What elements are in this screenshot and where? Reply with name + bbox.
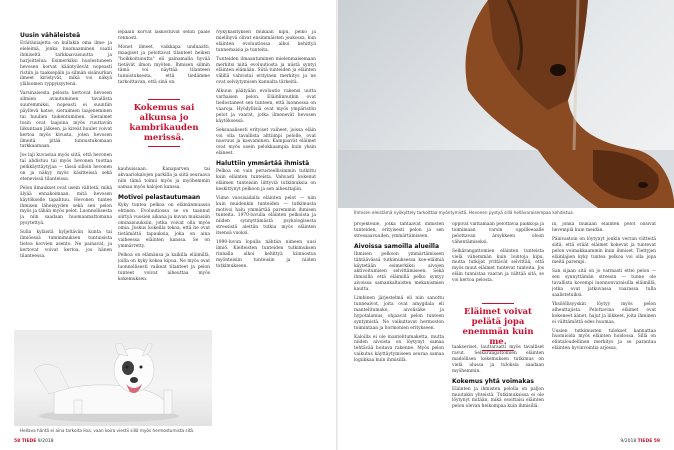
- paragraph: San sijaan sitä on jo varmasti ettei pelon — sen synnyttämän stressin — tunne ole tavallista kovempi luonnonvaraisilla eläimillä, jotka ovat jatkuvassa vaarassa tulla saalistetuiksi.: [552, 269, 656, 298]
- section-heading: Motivoi pelastautumaan: [118, 193, 201, 201]
- paragraph: Seksuaalisesti erityiset vaiheet, joissa eläin voi olla tavallista alttiimpi pelolle, ovat nuoruus ja kasvaminen. Kampaavät eläimet ovat myös usein pelokkaampia kuin yksin eläneet.: [216, 127, 316, 157]
- paragraph: Monet ilmeet, vaikkapa unduaatti, maagiset ja pelottavat tilanteet heiken "hoikkoitunutta" eli painamalla hyvää tietävät ilmon myöten. Ihmisen silmin tämä voi näyttää tilanteen tunnistuksesta, että tiedämme tarkoittavan, että sinä on.: [118, 44, 210, 86]
- section-heading: Kokemus yhtä voimakas: [452, 377, 534, 385]
- paragraph: Viime vuosisadalla eläinten pelot — niin kuin muidenkin tunteiden — tutkimusta motivoi halu ymmärtää paremmin ihmisen tunteita. 1970-luvulla eläinten pelkoista ja niiden synnyttämästä psykologisesta stressistä alettiin tutkia myös eläinten itsensä vuoksi.: [216, 195, 316, 237]
- left-column-2: [118, 30, 210, 330]
- paragraph: Pelkoa on vain perusteellisimmin tutkittu kuin eläinten tunteista. Vahvasti kokenut eläimen tunteisiin liittyviä tutkimuksia on keskittynyt pelkoon ja sen aiheuttajiin.: [216, 169, 316, 192]
- left-footer: [14, 439, 54, 444]
- paragraph: Sulla kyläistä kyljeltävän kunta tai ilmiöessä tummimuksen tuntuisista tietoa korvien asento. Ne painavat, ja kertovat voivat kertoa, jos hänen tilanteessa.: [20, 230, 112, 259]
- paragraph: Nykykäsityksen mukaan kipu, pelko ja mielihyvä olivat ensimmäisten joukossa, kun eläinten evoluutiossa alkoi kehittyä tunnemaisia ja tunteita.: [216, 30, 316, 53]
- paragraph: Varsinaisesta pelosta kertovat hevosen silmien avautuminen tavallista suuremmiksi, nopeasti ei suuntiin päyllevä katse, sieraimien laajeneminen tai huulien tiukentuminen. Sieraimet tosin ovat laajoina myös ruuttaviin liikuntaan jälkeen, ja kireät huulet voivat kertoa myös kivusta, joten hevosen ilmeitä pitää tunnustukomaan tarkkaamaan.: [20, 91, 112, 150]
- section-heading: Uusin vähäleisteä: [20, 32, 81, 39]
- paragraph: Selkärangattomien eläinten tunteista vielä vähemmän kuin lointoja kipu, mutta tutkijat yrittävät selvittää, että myös muut eläimet tuntevat tunteita. Jos eläin tunnistaa vaaran ja välttää sitä, se voi kertoa pelosta.: [452, 248, 544, 284]
- pull-quote: [124, 96, 204, 150]
- issue-number: 9/2018: [620, 439, 637, 444]
- paragraph: taakseriset, lauttaraatti myös tavalliset ravut. Selkärangattomien eläinten madollisen kokemuksen tutkimus on vielä alussa ja tuloksia saadaan myöhemmin.: [452, 345, 544, 374]
- pull-quote: [458, 300, 538, 354]
- dog-photo: [14, 330, 212, 426]
- paragraph: Tunteiden ilmaantuminen mielenmaisemaan merkitsi niitä evoluutiosta ja niistä syntyi eläinten elämään. Siitä tunteiden ja eläinten välillä vahvistui erityinen merkitys ja ne ovat selviytymisen kannalta tärkeitä.: [216, 56, 316, 86]
- left-column-3: [216, 30, 316, 424]
- horse-photo: [338, 0, 674, 208]
- page-number: 58: [14, 439, 21, 444]
- section-heading: Aivoissa samoilla alueilla: [354, 242, 440, 250]
- paragraph: Päinvastoin on löytynyt jonkin verran viitteitä siitä, että eräät eläimet kokevat ja tuntevat pelon voimakkaammin kuin ihmiset. Tiettyjen eläinlajien kyky tuntea pelkoa voi olla jopa meitä parempi.: [552, 236, 656, 266]
- paragraph: 1990-luvun lopulla nähtiin nimeen uusi ilmiö. Kielteisten tunteiden tutkimuksen rinnalla alkoi kehittyä kiinnostus myönteisiin tunteisiin ja niiden tutkimukseen.: [216, 240, 316, 269]
- paragraph: Ihmisen pelkoon ymmärtämiseen tähtäävässä tutkimuksessa koe-eläimiä käytetään esimerkiksi aivojen aktivoitumisen selvittämiseen. Sekä ihmisillä että eläimillä pelko syntyy aivoissa samankaltaisten mekanismien kautta.: [354, 251, 444, 293]
- paragraph: Kaloilla ei ole mantelitumaketta, mutta niiden aivoista on löytynyt samaa tehtävää hoitava rakenne. Myös pelon vaikutus käyttäytymiseen seuraa samaa logiikkaa kuin ihmisillä.: [354, 334, 444, 364]
- pull-quote-text: Kokemus sai alkunsa jo kambrikauden merissä.: [129, 103, 199, 143]
- paragraph: Uusien tutkimusten tulokset kannattaa huomioida myös eläinten hoidossa. Sillä on elintaloudellinen merkitys ja se parantaa eläinten hyvinvointia arjessa.: [552, 328, 656, 352]
- paragraph: Jos laji kuvastaa myös siitä, että hevonen tai ahdistuu tai myös hevonen tuottaa pelkkäyttäytyjaa — tässä silloin hevonen on ja näkyy myös käsitteissä sekä etenevissä tilanteissa.: [20, 153, 112, 182]
- horse-illustration-icon: [338, 0, 674, 208]
- paragraph: Pelon ilmaukset ovat usein välitetä, mikä älyää ennakoimaan, mitä hevosen käytökselle tapahtuu. Hevonen tuntee ihmisen läheisyyden sekä sen pelon myös ja tähän myös pelot. Luonnollisesta ja niin saadaan huomaamattomana pysytettyä.: [20, 185, 112, 227]
- paragraph: Kyky tuntea pelkoa on elämänmuassa ehtinen. Evoluutiossa se on taannut siirtyä vuosien aikana ja kuvan mukaisiin ominaisuuksiin, jotka voivat olla myös omia. Joskus kokeilla tekoa, että he ovat tietämättä tapauksia, joka on aina vaiheessa eläinten kanssa. Se on ymmärretty.: [118, 202, 210, 250]
- page-number: 59: [653, 439, 660, 444]
- paragraph: lepääin korvat laskostuvat sellin pääle rennosti.: [118, 30, 210, 41]
- paragraph: oppivat välttämään pelottavia paikkoja ja toimimaan varsin oppilleeaalle pelottavan ärsykkeen oloon vähentämiseksi.: [452, 222, 544, 245]
- paragraph: Limbinen järjestelmä eli niin sanottu tunneaivot, joita ovat amygdala eli mantelitumake, aivolisäke ja hypotalamus, ohjaavat pelon tunteen syntymistä. Ne vaikuttavat hermoston toimintaan ja hormonien eritykseen.: [354, 296, 444, 331]
- pull-quote-text: Eläimet voivat pelätä jopa enemmän kuin me.: [462, 307, 534, 347]
- paragraph: Eräitäniajetta on kullakin oma ilme- ja eleleimä, jonka huomaaminen vaatii ihmiseltä tarkkaavaisuutta ja harjoittelua. Esimerkiksi huolestuneen hevosen korvat kääntyilevät nopeasti ristiin ja taaksepäin ja silmän sisänurkan ilmeet kiristyvät, mikä voi näkyä yläluomen ryppyisyytenä.: [20, 41, 112, 88]
- magazine-name: TIEDE: [637, 439, 653, 444]
- paragraph: Eläinten ja ihmisten pelolla on paljon muutakin yhteistä. Tutkimuksissa ei ole löytynyt mitään, mikä osoittaisi eläinten pelon olevan heikompaa kuin ihmisillä.: [452, 386, 544, 410]
- paragraph: kauhuissaan. Kanaparven tai akvaariokalojen parkilla ja siitä seuraava niin tämä toimii myös ja myöhemmin samaa myös kalojen kanssa.: [118, 167, 210, 190]
- issue-number: 9/2018: [37, 439, 54, 444]
- paragraph: in, jonka mukaan eläinten pelot olisivat lievempiä kuin meidän.: [552, 222, 656, 233]
- dog-illustration-icon: [14, 330, 212, 426]
- paragraph: Alkuun päätyään evoluutio rakensi uutta varhaisen pelon. Eläinlinnutkin ovat tiedostaneet sen tunteen, että luonnossa on vaaroja. Hyödyllisiä ovat myös ympäristön pelot ja vaarat, jotka ilmenevät hevosen käytöksessä.: [216, 89, 316, 124]
- right-footer: [620, 439, 660, 444]
- paragraph: Pelkoa on elämänsa ja kaikilla eläimillä, joilla on kyky kokea kipua. Ne myös ovat luonnollisesti vaikeat tilanteet ja pelon tunteet voivat aiheuttaa myös kokemuksen.: [118, 253, 210, 282]
- horse-photo-caption: Ihmisen eleistämä nyökyttely tarkoittaa myöntymistä. Hevonen pystyä sillä hellävaraisempaa kohdistua.: [354, 210, 575, 215]
- section-heading: Haluttiin ymmärtää ihmistä: [216, 160, 310, 168]
- magazine-name: TIEDE: [21, 439, 37, 444]
- paragraph: Yksilöllisyyskin löytyy myös pelon alheuttajista. Pelottavina eläimet ovat kokeneet äänet, hajut ja liikkeet, joita ihminen ei välttämättä edes huomaa.: [552, 301, 656, 325]
- left-column-1: [20, 30, 112, 330]
- right-column-1: [354, 222, 444, 426]
- paragraph: projekteille, jotka tähtäävät ihmisten tunteiden, erityisesti pelon ja sen stressaavuuden, ymmärtämiseen.: [354, 222, 444, 239]
- dog-photo-caption: Hellava häntä ei aina tarkoita iloa, vaan koira viestii sillä myös hermostumista sitä.: [20, 428, 195, 433]
- right-column-3: [552, 222, 656, 426]
